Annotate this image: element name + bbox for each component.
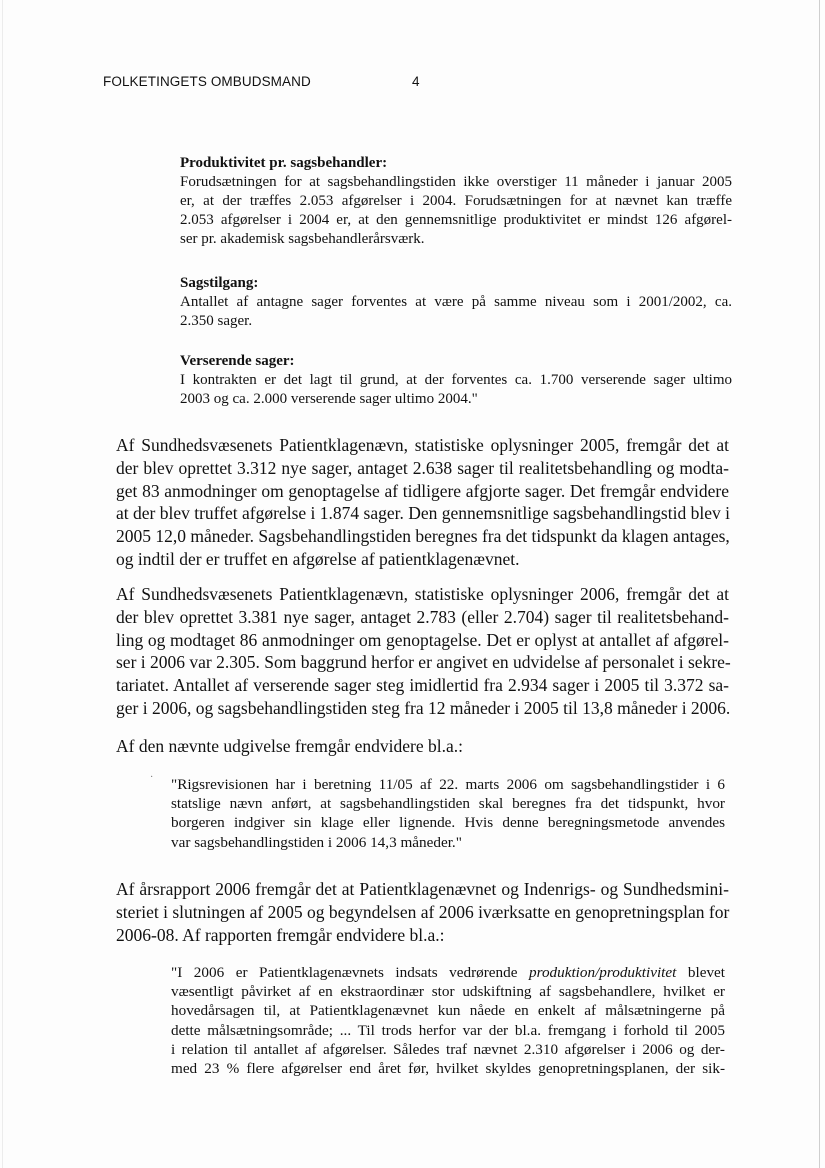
text-line: ser i 2006 var 2.305. Som baggrund herfor er angivet en udvidelse af personalet i sekre- bbox=[116, 652, 731, 673]
section-text bbox=[180, 173, 732, 249]
section-text bbox=[180, 293, 732, 331]
text-line: Af Sundhedsvæsenets Patientklagenævn, statistiske oplysninger 2005, fremgår det at bbox=[116, 435, 729, 455]
emphasized-text: produktion/produktivitet bbox=[529, 964, 677, 981]
quote-section-productivity bbox=[180, 154, 732, 249]
scan-edge-right bbox=[819, 0, 820, 1168]
text-line: borgeren indgiver sin klage eller lignende. Hvis denne beregningsmetode anvendes bbox=[171, 814, 725, 832]
text-line: Antallet af antagne sager forventes at være på samme niveau som i 2001/2002, ca. bbox=[180, 294, 732, 310]
section-text bbox=[180, 371, 732, 409]
text-line bbox=[171, 963, 725, 982]
text-line: dette målsætningsområde; ... Til trods herfor var der bl.a. fremgang i forhold til 2005 bbox=[171, 1021, 725, 1039]
text-line: der blev oprettet 3.381 nye sager, antaget 2.783 (eller 2.704) sager til realitetsbehand- bbox=[116, 606, 729, 627]
text-line: i relation til antallet af afgørelser. Således traf nævnet 2.310 afgørelser i 2006 og der- bbox=[171, 1040, 725, 1058]
text-segment: blevet bbox=[676, 964, 726, 981]
text-line: der blev oprettet 3.312 nye sager, antaget 2.638 sager til realitetsbehandling og modta- bbox=[116, 457, 729, 478]
paragraph-statistics-2006 bbox=[116, 583, 729, 720]
text-line: 2006-08. Af rapporten fremgår endvidere bl.a.: bbox=[116, 924, 445, 945]
quote-section-pending bbox=[180, 352, 732, 409]
page-number: 4 bbox=[412, 74, 420, 89]
text-line: I kontrakten er det lagt til grund, at der forventes ca. 1.700 verserende sager ultimo bbox=[180, 372, 732, 388]
text-line: 2.053 afgørelser i 2004 er, at den gennemsnitlige produktivitet er mindst 126 afgørel- bbox=[180, 212, 732, 228]
text-line: er, at der træffes 2.053 afgørelser i 2004. Forudsætningen for at nævnet kan træffe bbox=[180, 193, 732, 209]
quote-rigsrevisionen bbox=[171, 775, 725, 852]
text-line: statslige nævn anført, at sagsbehandlingstiden skal beregnes fra det tidspunkt, hvor bbox=[171, 795, 725, 813]
section-heading: Verserende sager: bbox=[180, 353, 295, 369]
section-heading: Sagstilgang: bbox=[180, 275, 259, 291]
text-line: ger i 2006, og sagsbehandlingstiden steg fra 12 måneder i 2005 til 13,8 måneder i 2006. bbox=[116, 697, 731, 718]
text-line: 2005 12,0 måneder. Sagsbehandlingstiden beregnes fra det tidspunkt da klagen antages, bbox=[116, 526, 730, 547]
text-line: Forudsætningen for at sagsbehandlingstiden ikke overstiger 11 måneder i januar 2005 bbox=[180, 174, 732, 190]
running-header: FOLKETINGETS OMBUDSMAND bbox=[103, 74, 311, 89]
text-line: at der blev truffet afgørelse i 1.874 sager. Den gennemsnitlige sagsbehandlingstid blev i bbox=[116, 503, 730, 524]
text-line: steriet i slutningen af 2005 og begyndelsen af 2006 iværksatte en genopretningsplan for bbox=[116, 901, 730, 922]
paragraph-annual-report bbox=[116, 878, 729, 946]
text-line: 2.350 sager. bbox=[180, 313, 253, 329]
text-line: Af Sundhedsvæsenets Patientklagenævn, statistiske oplysninger 2006, fremgår det at bbox=[116, 584, 729, 604]
text-segment: "I 2006 er Patientklagenævnets indsats vedrørende bbox=[171, 964, 529, 981]
paragraph-intro-quote bbox=[116, 735, 729, 758]
text-line: get 83 anmodninger om genoptagelse af tidligere afgjorte sager. Det fremgår endvidere bbox=[116, 480, 729, 501]
text-line: tariatet. Antallet af verserende sager steg imidlertid fra 2.934 sager i 2005 til 3.372 sa- bbox=[116, 675, 729, 696]
text-line: "Rigsrevisionen har i beretning 11/05 af 22. marts 2006 om sagsbehandlingstider i 6 bbox=[171, 776, 725, 793]
text-line: med 23 % flere afgørelser end året før, hvilket skyldes genopretningsplanen, der sik- bbox=[171, 1060, 725, 1078]
text-line: Af den nævnte udgivelse fremgår endvidere bl.a.: bbox=[116, 736, 463, 756]
text-line: ser pr. akademisk sagsbehandlerårsværk. bbox=[180, 231, 425, 247]
scan-edge-left bbox=[2, 0, 3, 1168]
quote-annual-report bbox=[171, 963, 725, 1078]
text-line: ling og modtaget 86 anmodninger om genoptagelse. Det er oplyst at antallet af afgørel- bbox=[116, 629, 729, 650]
text-line: var sagsbehandlingstiden i 2006 14,3 måneder." bbox=[171, 833, 462, 851]
text-line: 2003 og ca. 2.000 verserende sager ultimo 2004." bbox=[180, 391, 478, 407]
section-heading: Produktivitet pr. sagsbehandler: bbox=[180, 155, 388, 171]
paragraph-statistics-2005 bbox=[116, 434, 729, 571]
text-line: og indtil der er truffet en afgørelse af patientklagenævnet. bbox=[116, 548, 520, 569]
text-line: Af årsrapport 2006 fremgår det at Patientklagenævnet og Indenrigs- og Sundhedsmini- bbox=[116, 879, 729, 899]
quote-section-intake bbox=[180, 274, 732, 331]
text-line: hovedårsagen til, at Patientklagenævnet kun nåede en enkelt af målsætningerne på bbox=[171, 1002, 725, 1020]
text-line: væsentligt påvirket af en ekstraordinær stor udskiftning af sagsbehandlere, hvilket er bbox=[171, 983, 725, 1001]
scan-speck: · bbox=[150, 772, 154, 783]
